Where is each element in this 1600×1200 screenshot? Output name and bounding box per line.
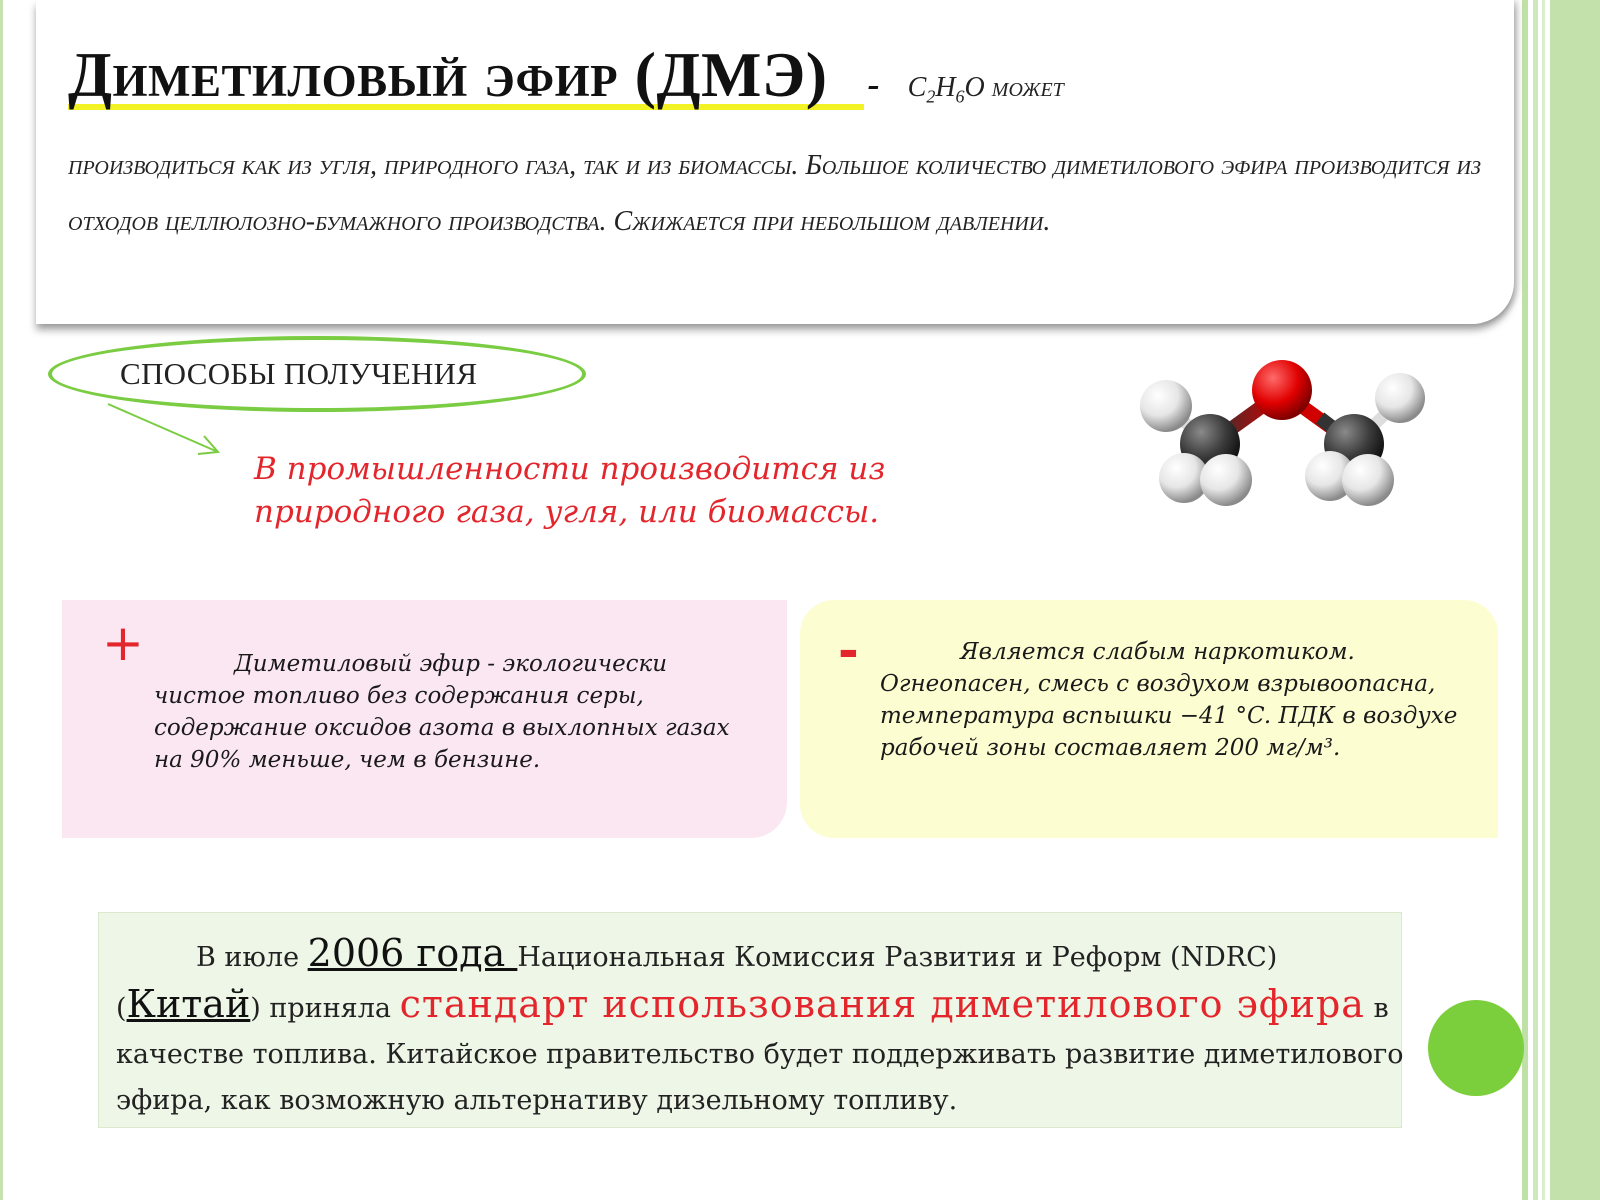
minus-icon: - xyxy=(838,622,859,680)
right-border-stripe xyxy=(1542,0,1545,1200)
header-paragraph: производиться как из угля, природного газа, так и из биомассы. Большое количество диметилового эфира производится из отходов целлюлозно-бумажного производства. Сжижается при небольшом давлении. xyxy=(68,150,1481,237)
chemical-formula xyxy=(907,72,1064,107)
title-dash: - xyxy=(867,64,880,104)
news-country-link[interactable]: Китай xyxy=(126,982,251,1026)
news-part1: В июле xyxy=(196,942,308,973)
news-part2: Национальная Комиссия Развития и Реформ (NDRC) ( xyxy=(116,942,1278,1024)
page-title-text: Диметиловый эфир (ДМЭ) xyxy=(68,39,828,110)
methods-description: В промышленности производится из природного газа, угля, или биомассы. xyxy=(254,451,886,530)
right-border-band xyxy=(1550,0,1600,1200)
formula-h-sub: 6 xyxy=(955,86,965,107)
left-border-stripe xyxy=(0,0,3,1200)
right-border-stripe xyxy=(1533,0,1538,1200)
news-text xyxy=(116,930,1416,1124)
methods-label: СПОСОБЫ ПОЛУЧЕНИЯ xyxy=(120,356,478,391)
right-border-stripe xyxy=(1522,0,1528,1200)
news-part4: в качестве топлива. Китайское правительство будет поддерживать развитие диметилового эфира, как возможную альтернативу дизельному топливу. xyxy=(116,993,1404,1116)
formula-o: O xyxy=(964,72,985,103)
formula-h: H xyxy=(935,72,956,103)
pros-text: Диметиловый эфир - экологически чистое топливо без содержания серы, содержание оксидов азота в выхлопных газах на 90% меньше, чем в бензине. xyxy=(154,651,730,773)
header-panel xyxy=(36,0,1514,324)
cons-text: Является слабым наркотиком. Огнеопасен, смесь с воздухом взрывоопасна, температура вспышки −41 °C. ПДК в воздухе рабочей зоны составляет 200 мг/м³. xyxy=(880,639,1458,761)
molecule-icon xyxy=(1130,356,1440,516)
news-year-link[interactable]: 2006 года xyxy=(307,931,518,975)
news-part3: ) приняла xyxy=(250,993,400,1024)
arrow-icon xyxy=(100,400,230,460)
formula-c-sub: 2 xyxy=(926,86,936,107)
formula-tail: может xyxy=(984,72,1064,103)
plus-icon: + xyxy=(102,614,144,672)
page-title xyxy=(68,38,828,112)
news-highlight: стандарт использования диметилового эфира xyxy=(399,982,1365,1026)
green-circle-icon xyxy=(1428,1000,1524,1096)
formula-c: C xyxy=(907,72,927,103)
title-row xyxy=(68,38,1064,112)
